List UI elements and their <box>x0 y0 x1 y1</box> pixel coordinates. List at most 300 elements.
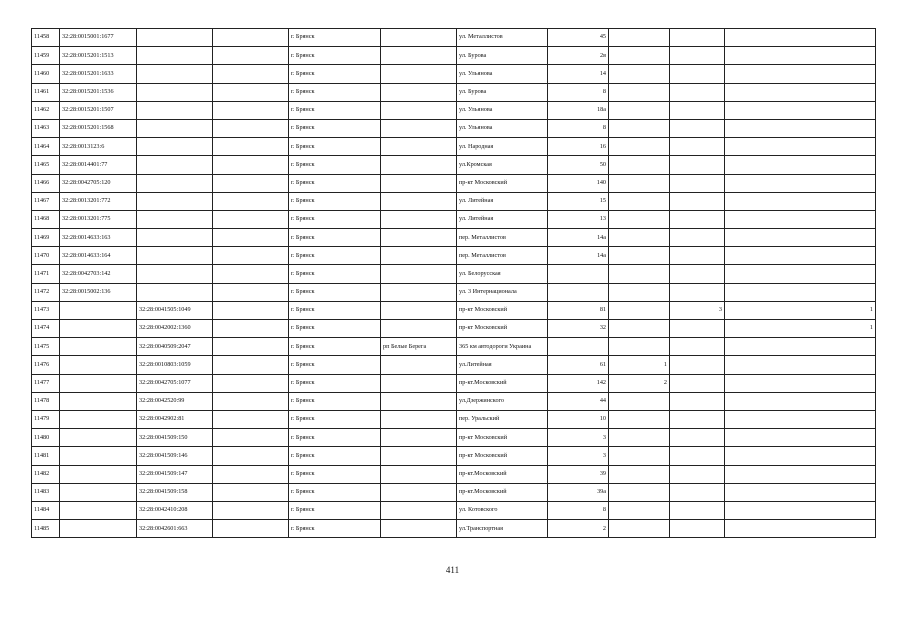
cadastral-number-a-cell <box>60 520 137 538</box>
extra-1-cell <box>609 465 670 483</box>
extra-2-cell <box>670 138 725 156</box>
extra-1-cell: 1 <box>609 356 670 374</box>
extra-3-cell <box>725 392 876 410</box>
row-id-cell: 11476 <box>32 356 60 374</box>
cadastral-number-b-cell: 32:28:0042002:1360 <box>137 320 213 338</box>
settlement-cell <box>381 29 457 47</box>
cell-empty-cell <box>213 501 289 519</box>
city-cell: г. Брянск <box>289 101 381 119</box>
cadastral-number-b-cell: 32:28:0041509:146 <box>137 447 213 465</box>
extra-3-cell <box>725 283 876 301</box>
extra-3-cell <box>725 47 876 65</box>
extra-1-cell <box>609 119 670 137</box>
cell-empty-cell <box>213 265 289 283</box>
city-cell: г. Брянск <box>289 338 381 356</box>
street-cell: ул.Дзержинского <box>457 392 548 410</box>
cadastral-number-b-cell: 32:28:0010803:1059 <box>137 356 213 374</box>
row-id-cell: 11485 <box>32 520 60 538</box>
house-number-cell: 14а <box>548 229 609 247</box>
street-cell: ул.Кромская <box>457 156 548 174</box>
extra-1-cell <box>609 265 670 283</box>
cadastral-number-b-cell <box>137 265 213 283</box>
cadastral-number-b-cell <box>137 47 213 65</box>
cadastral-number-a-cell: 32:28:0015201:1507 <box>60 101 137 119</box>
extra-1-cell <box>609 410 670 428</box>
cadastral-number-b-cell <box>137 156 213 174</box>
cell-empty-cell <box>213 429 289 447</box>
settlement-cell <box>381 520 457 538</box>
cell-empty-cell <box>213 465 289 483</box>
settlement-cell <box>381 138 457 156</box>
row-id-cell: 11467 <box>32 192 60 210</box>
extra-3-cell <box>725 356 876 374</box>
street-cell: пр-кт.Московский <box>457 483 548 501</box>
row-id-cell: 11460 <box>32 65 60 83</box>
city-cell: г. Брянск <box>289 192 381 210</box>
street-cell: 365 км автодороги Украина <box>457 338 548 356</box>
row-id-cell: 11468 <box>32 210 60 228</box>
street-cell: ул. Народная <box>457 138 548 156</box>
row-id-cell: 11459 <box>32 47 60 65</box>
house-number-cell: 140 <box>548 174 609 192</box>
extra-2-cell <box>670 174 725 192</box>
row-id-cell: 11458 <box>32 29 60 47</box>
extra-2-cell <box>670 501 725 519</box>
extra-1-cell <box>609 229 670 247</box>
cadastral-number-a-cell: 32:28:0042703:142 <box>60 265 137 283</box>
table-row <box>32 138 876 156</box>
extra-2-cell <box>670 229 725 247</box>
cadastral-number-b-cell <box>137 83 213 101</box>
extra-2-cell <box>670 119 725 137</box>
extra-3-cell <box>725 174 876 192</box>
row-id-cell: 11483 <box>32 483 60 501</box>
city-cell: г. Брянск <box>289 520 381 538</box>
table-row <box>32 338 876 356</box>
cell-empty-cell <box>213 283 289 301</box>
city-cell: г. Брянск <box>289 374 381 392</box>
table-row <box>32 483 876 501</box>
row-id-cell: 11475 <box>32 338 60 356</box>
settlement-cell <box>381 429 457 447</box>
extra-3-cell: 1 <box>725 320 876 338</box>
cadastral-number-b-cell <box>137 174 213 192</box>
extra-2-cell <box>670 247 725 265</box>
row-id-cell: 11464 <box>32 138 60 156</box>
extra-2-cell <box>670 520 725 538</box>
table-row <box>32 156 876 174</box>
house-number-cell: 45 <box>548 29 609 47</box>
street-cell: пр-кт Московский <box>457 174 548 192</box>
city-cell: г. Брянск <box>289 320 381 338</box>
cell-empty-cell <box>213 29 289 47</box>
city-cell: г. Брянск <box>289 429 381 447</box>
house-number-cell: 3 <box>548 447 609 465</box>
table-row <box>32 192 876 210</box>
table-row <box>32 210 876 228</box>
extra-3-cell <box>725 520 876 538</box>
house-number-cell <box>548 338 609 356</box>
extra-2-cell <box>670 429 725 447</box>
extra-1-cell <box>609 520 670 538</box>
street-cell: пер. Металлистов <box>457 247 548 265</box>
row-id-cell: 11462 <box>32 101 60 119</box>
extra-3-cell <box>725 465 876 483</box>
city-cell: г. Брянск <box>289 229 381 247</box>
cadastral-number-a-cell: 32:28:0015201:1568 <box>60 119 137 137</box>
cadastral-number-b-cell <box>137 101 213 119</box>
extra-1-cell <box>609 65 670 83</box>
street-cell: пр-кт Московский <box>457 301 548 319</box>
cell-empty-cell <box>213 83 289 101</box>
table-row <box>32 447 876 465</box>
table-row <box>32 83 876 101</box>
table-row <box>32 392 876 410</box>
extra-2-cell <box>670 447 725 465</box>
extra-2-cell <box>670 338 725 356</box>
settlement-cell <box>381 156 457 174</box>
row-id-cell: 11481 <box>32 447 60 465</box>
cadastral-number-a-cell: 32:28:0015001:1677 <box>60 29 137 47</box>
street-cell: ул. Бурова <box>457 83 548 101</box>
cadastral-number-b-cell: 32:28:0041509:158 <box>137 483 213 501</box>
house-number-cell: 61 <box>548 356 609 374</box>
cell-empty-cell <box>213 320 289 338</box>
extra-3-cell <box>725 410 876 428</box>
settlement-cell <box>381 392 457 410</box>
cadastral-number-a-cell: 32:28:0014633:164 <box>60 247 137 265</box>
row-id-cell: 11482 <box>32 465 60 483</box>
settlement-cell <box>381 119 457 137</box>
house-number-cell: 18а <box>548 101 609 119</box>
page-number: 411 <box>445 565 460 575</box>
extra-3-cell <box>725 374 876 392</box>
cadastral-number-b-cell: 32:28:0042410:208 <box>137 501 213 519</box>
cadastral-number-b-cell: 32:28:0040509:2047 <box>137 338 213 356</box>
house-number-cell: 15 <box>548 192 609 210</box>
street-cell: пр-кт Московский <box>457 429 548 447</box>
extra-1-cell: 2 <box>609 374 670 392</box>
street-cell: ул. Котовского <box>457 501 548 519</box>
settlement-cell <box>381 447 457 465</box>
cadastral-number-a-cell <box>60 301 137 319</box>
city-cell: г. Брянск <box>289 501 381 519</box>
cell-empty-cell <box>213 356 289 374</box>
house-number-cell: 2 <box>548 520 609 538</box>
settlement-cell <box>381 83 457 101</box>
cadastral-number-b-cell <box>137 119 213 137</box>
extra-3-cell <box>725 101 876 119</box>
row-id-cell: 11477 <box>32 374 60 392</box>
cadastral-number-b-cell <box>137 138 213 156</box>
street-cell: ул. Литейная <box>457 210 548 228</box>
house-number-cell: 16 <box>548 138 609 156</box>
table-row <box>32 229 876 247</box>
street-cell: ул. Литейная <box>457 192 548 210</box>
cadastral-number-b-cell: 32:28:0041505:1049 <box>137 301 213 319</box>
extra-2-cell <box>670 192 725 210</box>
extra-1-cell <box>609 429 670 447</box>
extra-3-cell <box>725 265 876 283</box>
extra-1-cell <box>609 338 670 356</box>
extra-1-cell <box>609 29 670 47</box>
cadastral-number-a-cell <box>60 429 137 447</box>
cadastral-number-b-cell: 32:28:0042520:99 <box>137 392 213 410</box>
row-id-cell: 11470 <box>32 247 60 265</box>
cadastral-number-a-cell: 32:28:0013201:772 <box>60 192 137 210</box>
city-cell: г. Брянск <box>289 174 381 192</box>
settlement-cell <box>381 47 457 65</box>
cell-empty-cell <box>213 119 289 137</box>
settlement-cell <box>381 283 457 301</box>
cadastral-number-b-cell <box>137 229 213 247</box>
city-cell: г. Брянск <box>289 356 381 374</box>
cadastral-number-a-cell: 32:28:0014633:163 <box>60 229 137 247</box>
cell-empty-cell <box>213 138 289 156</box>
cell-empty-cell <box>213 520 289 538</box>
extra-1-cell <box>609 47 670 65</box>
cell-empty-cell <box>213 47 289 65</box>
row-id-cell: 11466 <box>32 174 60 192</box>
house-number-cell: 13 <box>548 210 609 228</box>
row-id-cell: 11474 <box>32 320 60 338</box>
cadastral-number-b-cell: 32:28:0042705:1077 <box>137 374 213 392</box>
city-cell: г. Брянск <box>289 119 381 137</box>
row-id-cell: 11480 <box>32 429 60 447</box>
settlement-cell <box>381 320 457 338</box>
city-cell: г. Брянск <box>289 447 381 465</box>
row-id-cell: 11461 <box>32 83 60 101</box>
registry-table <box>31 28 876 538</box>
cadastral-number-b-cell: 32:28:0041509:150 <box>137 429 213 447</box>
extra-1-cell <box>609 301 670 319</box>
house-number-cell: 8 <box>548 501 609 519</box>
extra-1-cell <box>609 501 670 519</box>
extra-2-cell <box>670 210 725 228</box>
table-row <box>32 101 876 119</box>
table-row <box>32 247 876 265</box>
cell-empty-cell <box>213 301 289 319</box>
extra-1-cell <box>609 392 670 410</box>
house-number-cell: 3 <box>548 429 609 447</box>
row-id-cell: 11478 <box>32 392 60 410</box>
cell-empty-cell <box>213 392 289 410</box>
table-row <box>32 465 876 483</box>
cell-empty-cell <box>213 338 289 356</box>
street-cell: ул. Белорусская <box>457 265 548 283</box>
cadastral-number-a-cell: 32:28:0013123:6 <box>60 138 137 156</box>
street-cell: пер. Металлистов <box>457 229 548 247</box>
extra-1-cell <box>609 210 670 228</box>
extra-1-cell <box>609 320 670 338</box>
cadastral-number-a-cell <box>60 447 137 465</box>
city-cell: г. Брянск <box>289 65 381 83</box>
settlement-cell <box>381 501 457 519</box>
settlement-cell <box>381 356 457 374</box>
cadastral-number-a-cell: 32:28:0015201:1633 <box>60 65 137 83</box>
extra-1-cell <box>609 283 670 301</box>
row-id-cell: 11472 <box>32 283 60 301</box>
table-row <box>32 47 876 65</box>
house-number-cell: 8 <box>548 83 609 101</box>
cell-empty-cell <box>213 374 289 392</box>
extra-1-cell <box>609 83 670 101</box>
settlement-cell <box>381 301 457 319</box>
city-cell: г. Брянск <box>289 465 381 483</box>
cadastral-number-b-cell: 32:28:0042601:663 <box>137 520 213 538</box>
extra-3-cell <box>725 501 876 519</box>
street-cell: пер. Уральский <box>457 410 548 428</box>
extra-2-cell <box>670 101 725 119</box>
city-cell: г. Брянск <box>289 247 381 265</box>
street-cell: ул. Металлистов <box>457 29 548 47</box>
house-number-cell <box>548 283 609 301</box>
house-number-cell: 142 <box>548 374 609 392</box>
cadastral-number-a-cell: 32:28:0015002:136 <box>60 283 137 301</box>
cadastral-number-b-cell <box>137 210 213 228</box>
house-number-cell: 10 <box>548 410 609 428</box>
settlement-cell <box>381 265 457 283</box>
cell-empty-cell <box>213 101 289 119</box>
cadastral-number-a-cell <box>60 392 137 410</box>
extra-3-cell <box>725 83 876 101</box>
settlement-cell <box>381 192 457 210</box>
city-cell: г. Брянск <box>289 47 381 65</box>
cell-empty-cell <box>213 210 289 228</box>
street-cell: ул. Бурова <box>457 47 548 65</box>
street-cell: ул.Транспортная <box>457 520 548 538</box>
settlement-cell <box>381 210 457 228</box>
extra-3-cell <box>725 247 876 265</box>
cadastral-number-b-cell <box>137 192 213 210</box>
extra-1-cell <box>609 447 670 465</box>
settlement-cell <box>381 374 457 392</box>
cadastral-number-a-cell <box>60 374 137 392</box>
cadastral-number-a-cell <box>60 356 137 374</box>
table-row <box>32 301 876 319</box>
table-row <box>32 265 876 283</box>
city-cell: г. Брянск <box>289 138 381 156</box>
house-number-cell: 39 <box>548 465 609 483</box>
extra-3-cell <box>725 483 876 501</box>
house-number-cell: 39а <box>548 483 609 501</box>
settlement-cell <box>381 410 457 428</box>
street-cell: пр-кт.Московский <box>457 374 548 392</box>
cell-empty-cell <box>213 156 289 174</box>
cell-empty-cell <box>213 247 289 265</box>
extra-2-cell <box>670 392 725 410</box>
table-row <box>32 374 876 392</box>
extra-2-cell <box>670 47 725 65</box>
cadastral-number-b-cell: 32:28:0041509:147 <box>137 465 213 483</box>
table-row <box>32 429 876 447</box>
row-id-cell: 11469 <box>32 229 60 247</box>
extra-2-cell: 3 <box>670 301 725 319</box>
extra-2-cell <box>670 283 725 301</box>
row-id-cell: 11484 <box>32 501 60 519</box>
street-cell: ул.Литейная <box>457 356 548 374</box>
extra-2-cell <box>670 374 725 392</box>
house-number-cell: 2в <box>548 47 609 65</box>
settlement-cell: рп Белые Берега <box>381 338 457 356</box>
table-row <box>32 501 876 519</box>
extra-3-cell <box>725 429 876 447</box>
cadastral-number-a-cell: 32:28:0042705:120 <box>60 174 137 192</box>
extra-3-cell: 1 <box>725 301 876 319</box>
street-cell: пр-кт Московский <box>457 447 548 465</box>
cadastral-number-a-cell: 32:28:0014401:77 <box>60 156 137 174</box>
settlement-cell <box>381 229 457 247</box>
house-number-cell: 32 <box>548 320 609 338</box>
city-cell: г. Брянск <box>289 83 381 101</box>
settlement-cell <box>381 465 457 483</box>
house-number-cell: 14а <box>548 247 609 265</box>
table-body <box>32 29 876 538</box>
settlement-cell <box>381 101 457 119</box>
settlement-cell <box>381 174 457 192</box>
city-cell: г. Брянск <box>289 283 381 301</box>
house-number-cell: 50 <box>548 156 609 174</box>
extra-2-cell <box>670 483 725 501</box>
table-row <box>32 320 876 338</box>
cadastral-number-a-cell: 32:28:0015201:1536 <box>60 83 137 101</box>
cadastral-number-a-cell <box>60 338 137 356</box>
table-row <box>32 65 876 83</box>
extra-2-cell <box>670 410 725 428</box>
street-cell: пр-кт Московский <box>457 320 548 338</box>
city-cell: г. Брянск <box>289 410 381 428</box>
extra-2-cell <box>670 83 725 101</box>
extra-2-cell <box>670 156 725 174</box>
street-cell: ул. Ульянова <box>457 101 548 119</box>
table-row <box>32 410 876 428</box>
extra-1-cell <box>609 174 670 192</box>
city-cell: г. Брянск <box>289 301 381 319</box>
cadastral-number-a-cell <box>60 410 137 428</box>
cell-empty-cell <box>213 65 289 83</box>
extra-1-cell <box>609 247 670 265</box>
extra-3-cell <box>725 192 876 210</box>
extra-3-cell <box>725 29 876 47</box>
city-cell: г. Брянск <box>289 483 381 501</box>
table-row <box>32 283 876 301</box>
cell-empty-cell <box>213 229 289 247</box>
extra-3-cell <box>725 65 876 83</box>
table-row <box>32 119 876 137</box>
extra-3-cell <box>725 119 876 137</box>
table-row <box>32 174 876 192</box>
cell-empty-cell <box>213 192 289 210</box>
table-row <box>32 520 876 538</box>
extra-1-cell <box>609 138 670 156</box>
extra-2-cell <box>670 320 725 338</box>
settlement-cell <box>381 483 457 501</box>
extra-2-cell <box>670 465 725 483</box>
cell-empty-cell <box>213 483 289 501</box>
extra-1-cell <box>609 101 670 119</box>
extra-2-cell <box>670 265 725 283</box>
street-cell: пр-кт.Московский <box>457 465 548 483</box>
extra-3-cell <box>725 229 876 247</box>
cadastral-number-b-cell <box>137 29 213 47</box>
cadastral-number-a-cell <box>60 465 137 483</box>
city-cell: г. Брянск <box>289 210 381 228</box>
cadastral-number-a-cell: 32:28:0015201:1513 <box>60 47 137 65</box>
table-row <box>32 29 876 47</box>
city-cell: г. Брянск <box>289 29 381 47</box>
extra-3-cell <box>725 156 876 174</box>
extra-2-cell <box>670 65 725 83</box>
